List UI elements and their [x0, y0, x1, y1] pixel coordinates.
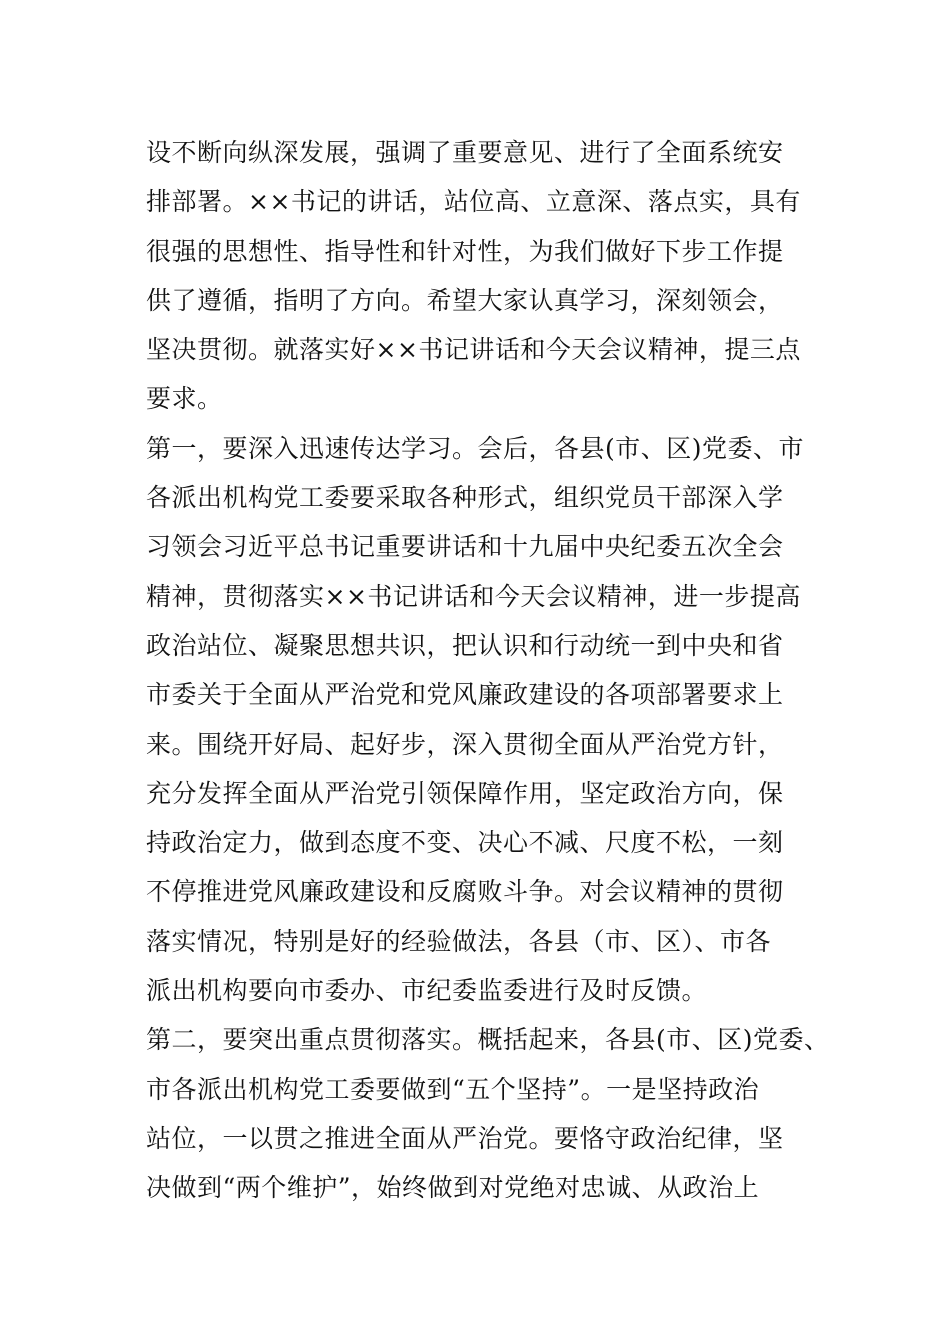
text-line: 决做到“两个维护”，始终做到对党绝对忠诚、从政治上	[146, 1173, 760, 1203]
text-line: 持政治定力，做到态度不变、决心不减、尺度不松，一刻	[146, 828, 784, 858]
text-line: 第一，要深入迅速传达学习。会后，各县(市、区)党委、市	[146, 433, 805, 463]
text-line: 很强的思想性、指导性和针对性，为我们做好下步工作提	[146, 236, 784, 266]
text-line: 来。围绕开好局、起好步，深入贯彻全面从严治党方针，	[146, 729, 784, 759]
text-line: 排部署。××书记的讲话，站位高、立意深、落点实，具有	[146, 187, 801, 217]
text-line: 充分发挥全面从严治党引领保障作用，坚定政治方向，保	[146, 778, 784, 808]
text-line: 市委关于全面从严治党和党风廉政建设的各项部署要求上	[146, 680, 784, 710]
body-text	[146, 128, 846, 1213]
text-line: 供了遵循，指明了方向。希望大家认真学习，深刻领会，	[146, 285, 784, 315]
text-line: 要求。	[146, 384, 223, 414]
text-line: 设不断向纵深发展，强调了重要意见、进行了全面系统安	[146, 138, 784, 167]
text-line: 站位，一以贯之推进全面从严治党。要恪守政治纪律，坚	[146, 1123, 784, 1153]
text-line: 派出机构要向市委办、市纪委监委进行及时反馈。	[146, 976, 708, 1006]
text-line: 习领会习近平总书记重要讲话和十九届中央纪委五次全会	[146, 532, 784, 562]
text-line: 落实情况，特别是好的经验做法，各县（市、区）、市各	[146, 926, 772, 956]
text-line: 各派出机构党工委要采取各种形式，组织党员干部深入学	[146, 483, 784, 513]
text-line: 市各派出机构党工委要做到“五个坚持”。一是坚持政治	[146, 1074, 760, 1104]
text-line: 政治站位、凝聚思想共识，把认识和行动统一到中央和省	[146, 630, 784, 660]
text-line: 第二，要突出重点贯彻落实。概括起来，各县(市、区)党委、	[146, 1025, 830, 1055]
text-line: 坚决贯彻。就落实好××书记讲话和今天会议精神，提三点	[146, 335, 801, 365]
text-line: 不停推进党风廉政建设和反腐败斗争。对会议精神的贯彻	[146, 877, 784, 907]
text-line: 精神，贯彻落实××书记讲话和今天会议精神，进一步提高	[146, 581, 801, 611]
